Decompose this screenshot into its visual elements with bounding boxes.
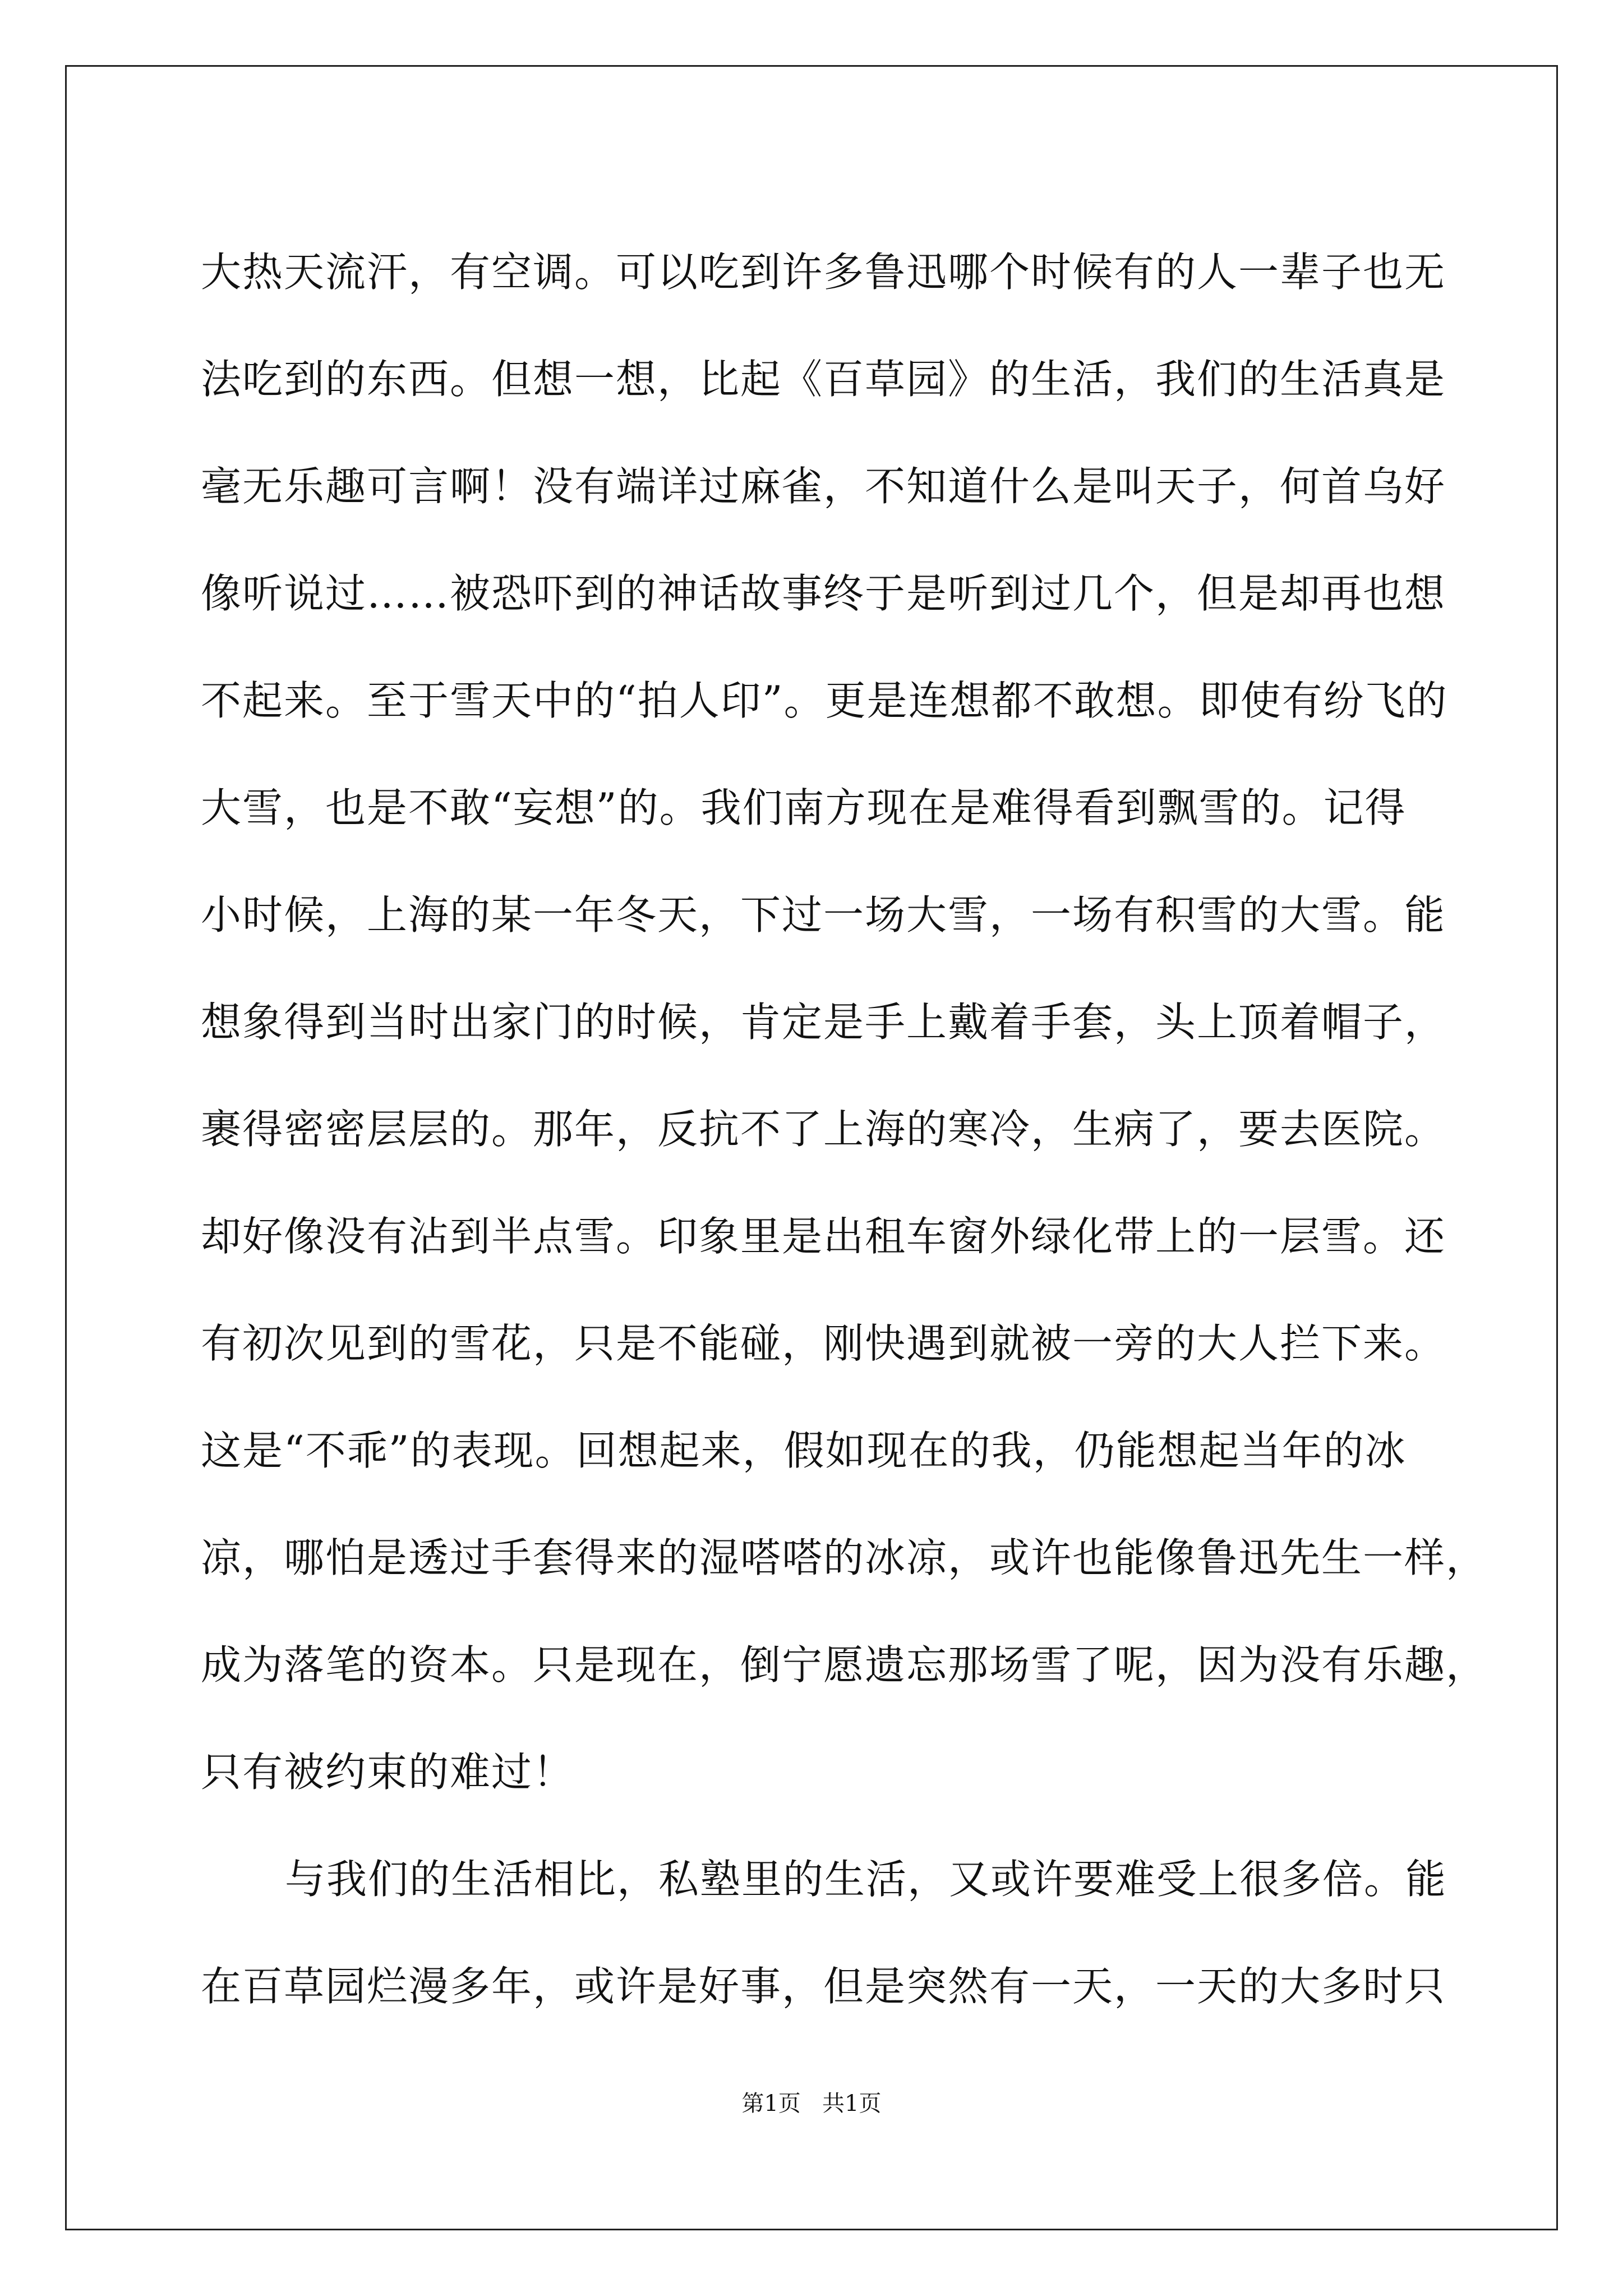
text-line: 却好像没有沾到半点雪。印象里是出租车窗外绿化带上的一层雪。还 <box>201 1213 1446 1260</box>
paragraph-start-line: 与我们的生活相比，私塾里的生活，又或许要难受上很多倍。能 <box>285 1856 1447 1903</box>
text-line: 法吃到的东西。但想一想，比起《百草园》的生活，我们的生活真是 <box>201 356 1446 403</box>
text-line: 毫无乐趣可言啊！没有端详过麻雀，不知道什么是叫天子，何首乌好 <box>201 463 1446 510</box>
text-line: 像听说过……被恐吓到的神话故事终于是听到过几个，但是却再也想 <box>201 570 1446 617</box>
text-line: 凉，哪怕是透过手套得来的湿嗒嗒的冰凉，或许也能像鲁迅先生一样， <box>201 1534 1488 1581</box>
text-line: 不起来。至于雪天中的“拍人印”。更是连想都不敢想。即使有纷飞的 <box>201 677 1448 724</box>
text-line: 想象得到当时出家门的时候，肯定是手上戴着手套，头上顶着帽子， <box>201 999 1446 1046</box>
text-line: 在百草园烂漫多年，或许是好事，但是突然有一天，一天的大多时只 <box>201 1963 1446 2010</box>
text-line: 只有被约束的难过！ <box>201 1749 575 1796</box>
text-line: 这是“不乖”的表现。回想起来，假如现在的我，仍能想起当年的冰 <box>201 1427 1407 1474</box>
text-line: 裹得密密层层的。那年，反抗不了上海的寒冷，生病了，要去医院。 <box>201 1106 1446 1153</box>
text-line: 大热天流汗，有空调。可以吃到许多鲁迅哪个时候有的人一辈子也无 <box>201 249 1446 296</box>
text-line: 有初次见到的雪花，只是不能碰，刚快遇到就被一旁的大人拦下来。 <box>201 1320 1446 1367</box>
page-number-footer: 第1页 共1页 <box>741 2091 882 2116</box>
text-line: 大雪，也是不敢“妄想”的。我们南方现在是难得看到飘雪的。记得 <box>201 784 1407 831</box>
text-line: 成为落笔的资本。只是现在，倒宁愿遗忘那场雪了呢，因为没有乐趣， <box>201 1641 1488 1688</box>
body-text <box>201 219 1488 2040</box>
text-line: 小时候，上海的某一年冬天，下过一场大雪，一场有积雪的大雪。能 <box>201 891 1446 938</box>
